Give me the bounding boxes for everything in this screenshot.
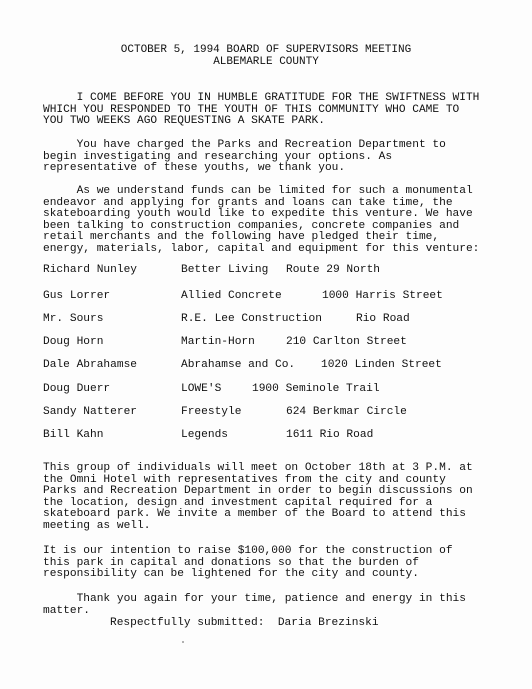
pledge-company: Freestyle <box>181 406 242 418</box>
pledge-company: LOWE'S <box>181 383 222 395</box>
pledge-address: 1000 Harris Street <box>322 290 443 302</box>
second-paragraph <box>43 140 503 175</box>
pledge-row <box>0 382 532 396</box>
pledge-address: 210 Carlton Street <box>286 336 407 348</box>
pledge-company: Legends <box>181 429 228 441</box>
pledge-row <box>0 263 532 277</box>
text-line: Thank you again for your time, patience and energy in this <box>43 593 466 605</box>
pledge-row <box>0 358 532 372</box>
text-line: skateboarding youth would like to expedite this venture. We have <box>43 208 473 221</box>
pledge-address: 1900 Seminole Trail <box>252 383 380 395</box>
text-line: matter. <box>43 604 90 617</box>
text-line: skateboard park. We invite a member of the Board to attend this <box>43 508 466 521</box>
signature-line: Respectfully submitted: Daria Brezinski <box>110 617 379 629</box>
text-line: YOU TWO WEEKS AGO REQUESTING A SKATE PARK. <box>43 115 325 128</box>
text-line: endeavor and applying for grants and loans can take time, the <box>43 196 453 209</box>
pledge-address: 1020 Linden Street <box>321 359 442 371</box>
text-line: the Omni Hotel with representatives from the city and county <box>43 473 446 486</box>
pledge-row <box>0 289 532 303</box>
pledge-row <box>0 335 532 349</box>
third-paragraph <box>43 186 503 256</box>
text-line: begin investigating and researching your options. As <box>43 150 393 163</box>
pledge-company: Martin-Horn <box>181 336 255 348</box>
meeting-title: OCTOBER 5, 1994 BOARD OF SUPERVISORS MEETING <box>120 44 412 56</box>
text-line: Parks and Recreation Department in order to begin discussions on <box>43 485 473 498</box>
text-line: the location, design and investment capital required for a <box>43 496 433 509</box>
meeting-paragraph <box>43 463 503 533</box>
pledge-name: Doug Duerr <box>43 383 111 395</box>
pledge-address: Route 29 North <box>286 264 380 276</box>
pledge-address: 624 Berkmar Circle <box>286 406 407 418</box>
funding-paragraph <box>43 546 503 581</box>
text-line: been talking to construction companies, concrete companies and <box>43 219 460 232</box>
pledge-company: R.E. Lee Construction <box>181 313 322 325</box>
pledge-name: Bill Kahn <box>43 429 104 441</box>
text-line: this park in capital and donations so that the burden of <box>43 556 419 569</box>
pledge-address: Rio Road <box>356 313 410 325</box>
pledge-address: 1611 Rio Road <box>286 429 374 441</box>
pledge-name: Sandy Natterer <box>43 406 137 418</box>
pledge-name: Doug Horn <box>43 336 104 348</box>
text-line: representative of these youths, we thank you. <box>43 162 346 175</box>
pledge-name: Dale Abrahamse <box>43 359 137 371</box>
text-line: energy, materials, labor, capital and equipment for this venture: <box>43 242 480 255</box>
text-line: responsibility can be lightened for the city and county. <box>43 568 419 581</box>
text-line: I COME BEFORE YOU IN HUMBLE GRATITUDE FOR THE SWIFTNESS WITH <box>43 92 480 104</box>
text-line: You have charged the Parks and Recreation Department to <box>43 139 446 151</box>
opening-paragraph <box>43 93 503 128</box>
pledge-company: Allied Concrete <box>181 290 282 302</box>
pledge-company: Better Living <box>181 264 269 276</box>
pledge-name: Richard Nunley <box>43 264 137 276</box>
scan-speck <box>182 641 184 643</box>
pledge-row <box>0 405 532 419</box>
text-line: This group of individuals will meet on October 18th at 3 P.M. at <box>43 462 473 474</box>
pledge-row <box>0 428 532 442</box>
text-line: It is our intention to raise $100,000 for the construction of <box>43 545 453 557</box>
pledge-name: Gus Lorrer <box>43 290 111 302</box>
pledge-row <box>0 312 532 326</box>
pledge-name: Mr. Sours <box>43 313 104 325</box>
text-line: retail merchants and the following have pledged their time, <box>43 231 440 244</box>
text-line: As we understand funds can be limited for such a monumental <box>43 185 473 197</box>
text-line: WHICH YOU RESPONDED TO THE YOUTH OF THIS COMMUNITY WHO CAME TO <box>43 103 460 116</box>
thanks-paragraph <box>43 594 503 617</box>
county-title: ALBEMARLE COUNTY <box>213 56 319 68</box>
pledge-company: Abrahamse and Co. <box>181 359 296 371</box>
text-line: meeting as well. <box>43 519 151 532</box>
